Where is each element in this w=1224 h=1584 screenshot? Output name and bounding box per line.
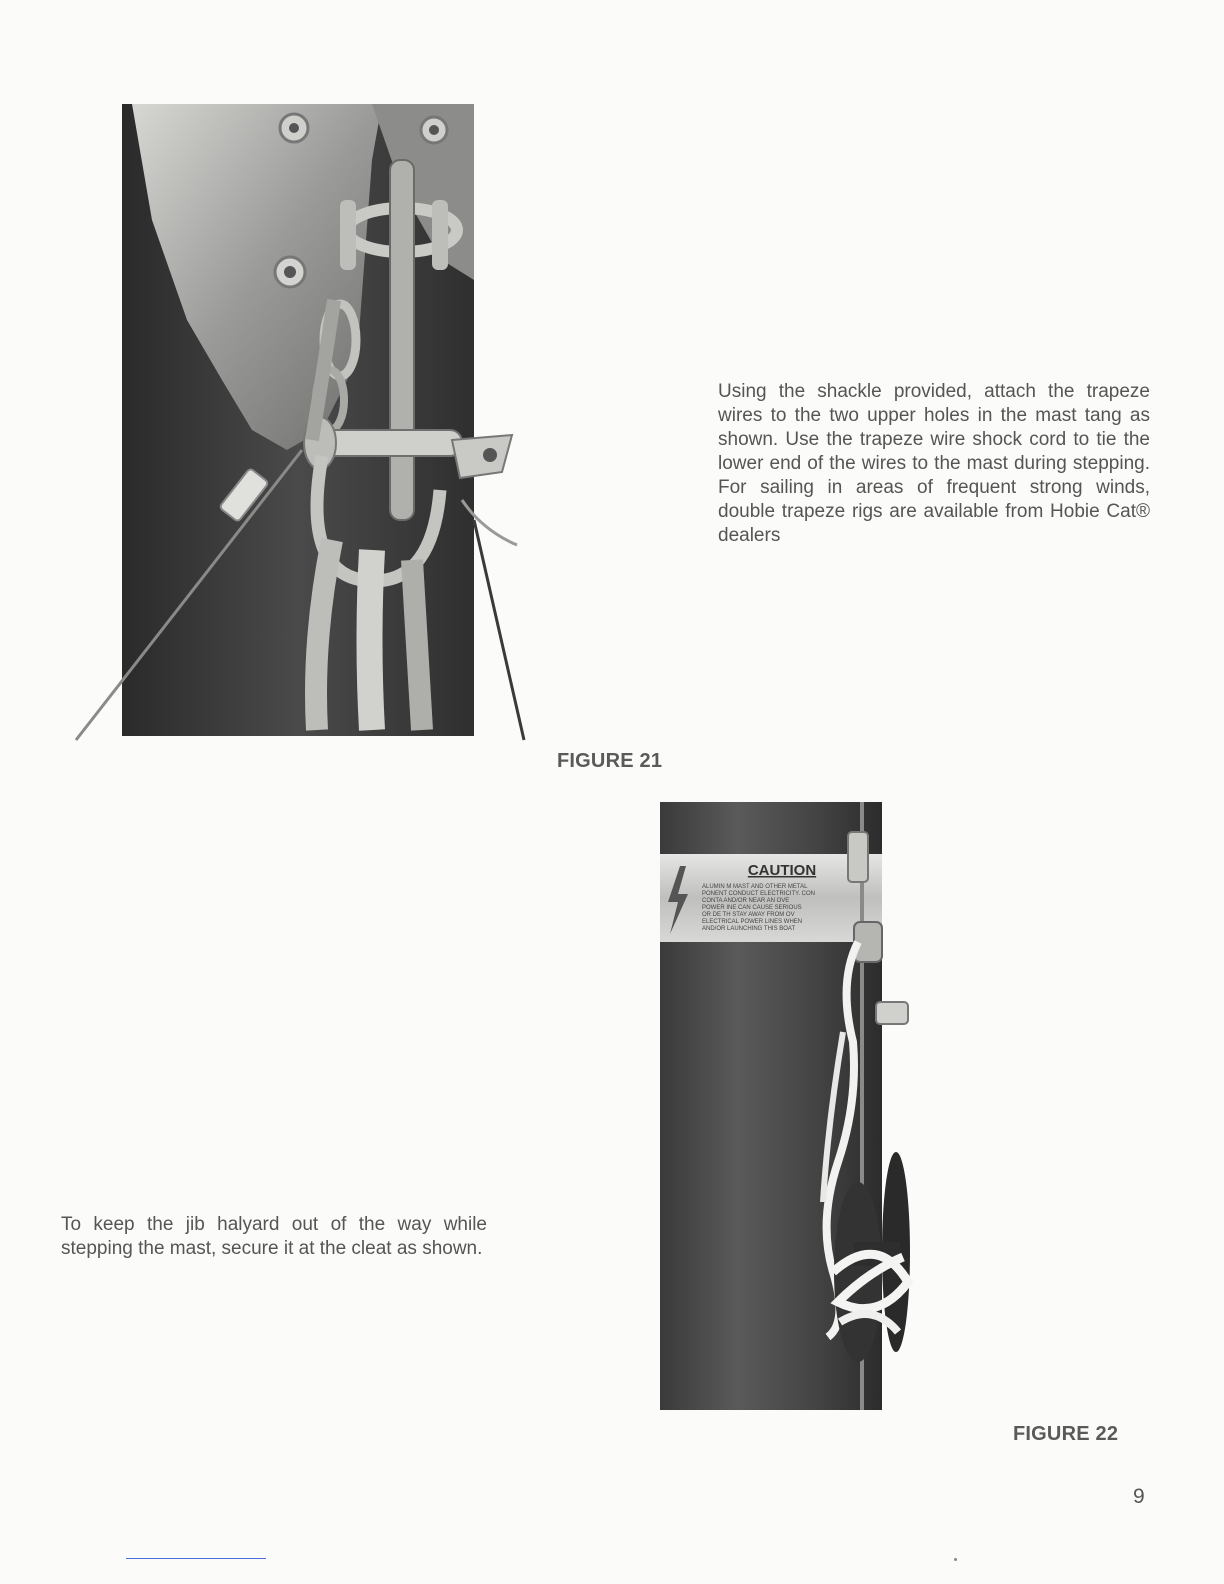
figure-21-caption: FIGURE 21 <box>557 750 663 772</box>
caution-heading: CAUTION <box>747 862 817 879</box>
caution-line-5: OR DE TH STAY AWAY FROM OV <box>702 912 795 918</box>
figure-22-description: To keep the jib halyard out of the way while stepping the mast, secure it at the cleat as shown. <box>61 1214 487 1259</box>
caution-line-4: POWER INE CAN CAUSE SERIOUS <box>702 905 802 911</box>
caution-line-7: AND/OR LAUNCHING THIS BOAT <box>702 926 796 932</box>
figure-21-description: Using the shackle provided, attach the trapeze wires to the two upper holes in the mast tang as shown. Use the trapeze wire shock cord to tie the lower end of the wires to the mast during stepping. For sailing in areas of frequent strong winds, double trapeze rigs are available from Hobie Cat® dealers <box>718 381 1150 546</box>
footer-rule <box>126 1558 266 1559</box>
caution-line-1: ALUMIN M MAST AND OTHER METAL <box>702 884 808 890</box>
figure-22-caption: FIGURE 22 <box>1013 1423 1119 1445</box>
caution-line-3: CONTA AND/OR NEAR AN OVE <box>702 898 790 904</box>
figure-22-photo <box>658 802 916 1410</box>
scan-speck <box>954 1558 957 1561</box>
page-number: 9 <box>1133 1485 1145 1508</box>
caution-line-2: PONENT CONDUCT ELECTRICITY. CON <box>702 891 816 897</box>
figure-21-photo <box>72 100 532 742</box>
caution-line-6: ELECTRICAL POWER LINES WHEN <box>702 919 803 925</box>
